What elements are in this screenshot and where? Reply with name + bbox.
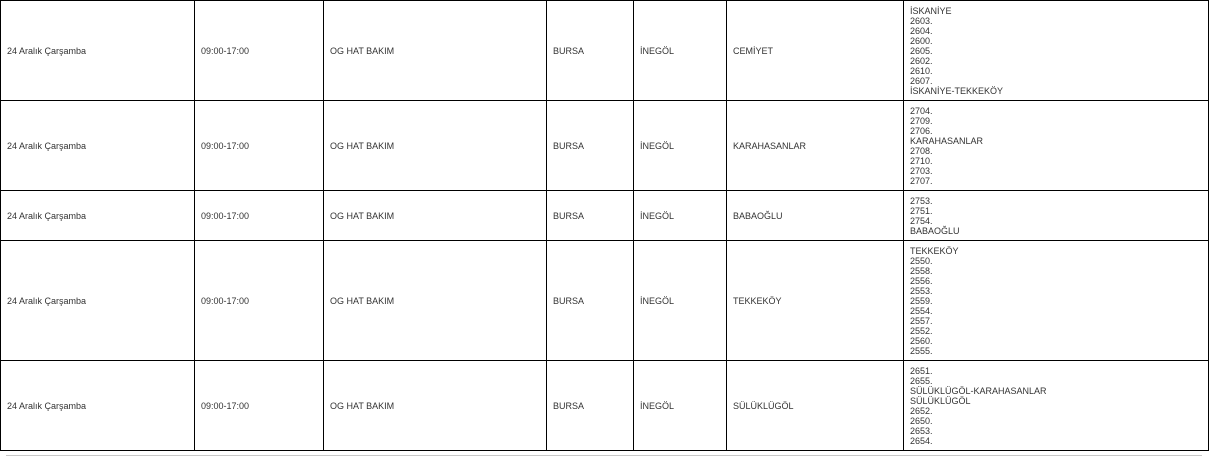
neighborhood-cell: KARAHASANLAR <box>727 101 904 191</box>
location-item: KARAHASANLAR <box>910 136 984 146</box>
location-item: 2552. <box>910 326 933 336</box>
locations-cell <box>904 191 1209 241</box>
city-cell: BURSA <box>547 241 634 361</box>
location-item: 2652. <box>910 406 933 416</box>
location-item: BABAOĞLU <box>910 226 960 236</box>
location-item: 2555. <box>910 346 933 356</box>
locations-cell <box>904 1 1209 101</box>
city-cell: BURSA <box>547 1 634 101</box>
location-item: 2707. <box>910 176 933 186</box>
location-item: 2710. <box>910 156 933 166</box>
reason-cell: OG HAT BAKIM <box>324 241 547 361</box>
location-item: 2708. <box>910 146 933 156</box>
locations-cell <box>904 101 1209 191</box>
time-cell: 09:00-17:00 <box>195 241 324 361</box>
location-item: 2605. <box>910 46 933 56</box>
district-cell: İNEGÖL <box>634 101 727 191</box>
location-item: 2556. <box>910 276 933 286</box>
divider <box>6 455 1202 456</box>
neighborhood-cell: TEKKEKÖY <box>727 241 904 361</box>
location-item: 2604. <box>910 26 933 36</box>
location-item: 2559. <box>910 296 933 306</box>
location-item: 2751. <box>910 206 933 216</box>
location-item: SÜLÜKLÜGÖL <box>910 396 971 406</box>
location-item: 2558. <box>910 266 933 276</box>
date-cell: 24 Aralık Çarşamba <box>1 191 195 241</box>
location-item: 2600. <box>910 36 933 46</box>
district-cell: İNEGÖL <box>634 1 727 101</box>
district-cell: İNEGÖL <box>634 191 727 241</box>
location-item: 2653. <box>910 426 933 436</box>
city-cell: BURSA <box>547 191 634 241</box>
district-cell: İNEGÖL <box>634 241 727 361</box>
locations-cell <box>904 361 1209 451</box>
location-item: İSKANİYE-TEKKEKÖY <box>910 86 1004 96</box>
location-item: 2654. <box>910 436 933 446</box>
location-item: 2655. <box>910 376 933 386</box>
location-item: 2603. <box>910 16 933 26</box>
location-item: 2650. <box>910 416 933 426</box>
location-item: 2753. <box>910 196 933 206</box>
location-item: 2709. <box>910 116 933 126</box>
time-cell: 09:00-17:00 <box>195 191 324 241</box>
neighborhood-cell: BABAOĞLU <box>727 191 904 241</box>
location-item: 2754. <box>910 216 933 226</box>
table-row <box>1 1 1209 101</box>
neighborhood-cell: CEMİYET <box>727 1 904 101</box>
time-cell: 09:00-17:00 <box>195 1 324 101</box>
date-cell: 24 Aralık Çarşamba <box>1 361 195 451</box>
time-cell: 09:00-17:00 <box>195 101 324 191</box>
table-row <box>1 361 1209 451</box>
reason-cell: OG HAT BAKIM <box>324 1 547 101</box>
location-item: 2607. <box>910 76 933 86</box>
location-item: TEKKEKÖY <box>910 246 959 256</box>
location-item: 2651. <box>910 366 933 376</box>
table-row <box>1 191 1209 241</box>
location-item: 2550. <box>910 256 933 266</box>
location-item: İSKANİYE <box>910 6 952 16</box>
location-item: 2560. <box>910 336 933 346</box>
outage-table-body <box>1 1 1209 451</box>
date-cell: 24 Aralık Çarşamba <box>1 241 195 361</box>
date-cell: 24 Aralık Çarşamba <box>1 1 195 101</box>
location-item: 2553. <box>910 286 933 296</box>
location-item: 2703. <box>910 166 933 176</box>
district-cell: İNEGÖL <box>634 361 727 451</box>
location-item: 2602. <box>910 56 933 66</box>
reason-cell: OG HAT BAKIM <box>324 101 547 191</box>
neighborhood-cell: SÜLÜKLÜGÖL <box>727 361 904 451</box>
location-item: 2704. <box>910 106 933 116</box>
location-item: 2610. <box>910 66 933 76</box>
date-cell: 24 Aralık Çarşamba <box>1 101 195 191</box>
reason-cell: OG HAT BAKIM <box>324 361 547 451</box>
time-cell: 09:00-17:00 <box>195 361 324 451</box>
locations-cell <box>904 241 1209 361</box>
table-row <box>1 241 1209 361</box>
location-item: 2554. <box>910 306 933 316</box>
location-item: SÜLÜKLÜGÖL-KARAHASANLAR <box>910 386 1047 396</box>
city-cell: BURSA <box>547 101 634 191</box>
location-item: 2557. <box>910 316 933 326</box>
table-row <box>1 101 1209 191</box>
location-item: 2706. <box>910 126 933 136</box>
city-cell: BURSA <box>547 361 634 451</box>
reason-cell: OG HAT BAKIM <box>324 191 547 241</box>
